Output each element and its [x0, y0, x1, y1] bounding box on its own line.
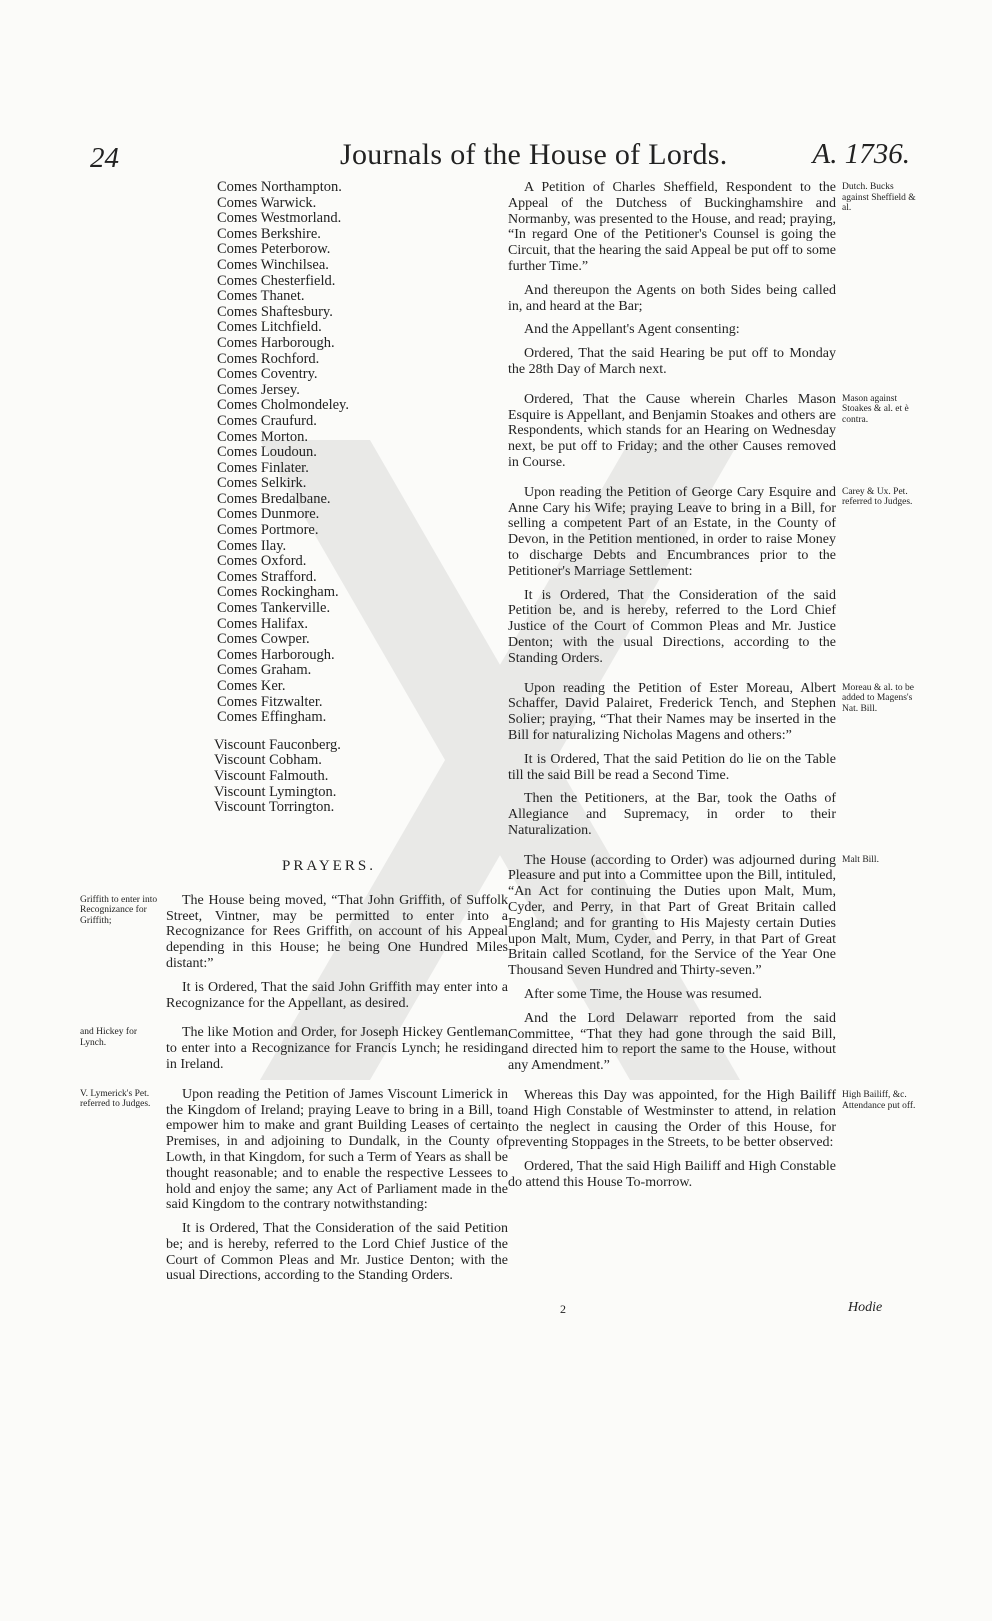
peer-name: Comes Dunmore.: [217, 506, 320, 523]
peer-name: Viscount Fauconberg.: [214, 736, 341, 753]
peer-name: Comes Westmorland.: [217, 210, 342, 227]
page-number: 24: [90, 142, 119, 174]
journal-entry: [80, 1025, 508, 1072]
peer-name: Comes Berkshire.: [217, 225, 321, 242]
peer-name: Comes Bredalbane.: [217, 490, 331, 507]
entry-body: [508, 392, 836, 471]
running-title: Journals of the House of Lords.: [340, 138, 728, 171]
peer-name: Comes Jersey.: [217, 381, 300, 398]
peer-name: Comes Warwick.: [217, 194, 317, 211]
peer-name: Comes Winchilsea.: [217, 256, 329, 273]
peer-name: Comes Fitzwalter.: [217, 693, 323, 710]
year-heading: A. 1736.: [812, 138, 910, 170]
margin-note: Moreau & al. to be added to Magens's Nat. Bill.: [842, 682, 915, 714]
entry-body: [508, 485, 836, 667]
peer-name: Comes Harborough.: [217, 334, 335, 351]
peer-name: Comes Strafford.: [217, 568, 317, 585]
peer-name: Comes Northampton.: [217, 179, 342, 195]
peer-name: Comes Coventry.: [217, 366, 318, 383]
entry-paragraph: And the Appellant's Agent consenting:: [524, 322, 740, 338]
peer-name: Comes Morton.: [217, 428, 309, 445]
entry-paragraph: Whereas this Day was appointed, for the High Bailiff and High Constable of Westminster to attend, in relation to the neglect in causing the Order of this House, for preventing Stoppages in the Streets, to be better observed:: [508, 1088, 836, 1151]
page-header: [90, 138, 910, 178]
journal-entry: [508, 853, 912, 1074]
viscounts-list: [214, 738, 508, 816]
prayers-heading: PRAYERS.: [282, 857, 376, 874]
entry-body: [508, 681, 836, 839]
right-entries: [508, 180, 916, 1191]
entry-paragraph: Ordered, That the said Hearing be put off to Monday the 28th Day of March next.: [508, 346, 836, 377]
peer-name: Comes Harborough.: [217, 646, 335, 663]
margin-note: and Hickey for Lynch.: [80, 1027, 137, 1048]
entry-paragraph: It is Ordered, That the said Petition do lie on the Table till the said Bill be read a Second Time.: [508, 751, 836, 783]
margin-note: Carey & Ux. Pet. referred to Judges.: [842, 486, 913, 508]
peer-name: Comes Rockingham.: [217, 584, 339, 601]
entry-body: [166, 893, 508, 1012]
margin-note: Mason against Stoakes & al. et è contra.: [842, 393, 909, 425]
entry-paragraph: The like Motion and Order, for Joseph Hickey Gentleman to enter into a Recognizance for Francis Lynch; he residing in Ireland.: [166, 1025, 508, 1072]
margin-note: Malt Bill.: [842, 854, 879, 865]
peer-name: Comes Halifax.: [217, 615, 309, 632]
entry-paragraph: Upon reading the Petition of Ester Moreau, Albert Schaffer, David Palairet, Frederick Tench, and Stephen Solier; praying, “That their Names may be inserted in the Bill for naturalizing Nicholas Magens and others:”: [508, 680, 836, 743]
entry-paragraph: Then the Petitioners, at the Bar, took the Oaths of Allegiance and Supremacy, in order to their Naturalization.: [508, 791, 836, 838]
peer-name: Comes Litchfield.: [217, 319, 322, 336]
peer-name: Comes Portmore.: [217, 522, 319, 539]
signature-mark: 2: [560, 1302, 566, 1316]
peer-name: Comes Tankerville.: [217, 600, 331, 617]
peer-name: Comes Loudoun.: [217, 444, 317, 461]
entry-paragraph: The House (according to Order) was adjourned during Pleasure and put into a Committee upon the Bill, intituled, “An Act for continuing the Duties upon Malt, Mum, Cyder, and Perry, in that Part of Great Britain called England; and for granting to His Majesty certain Duties upon Malt, Mum, Cyder, and Perry, in that Part of Great Britain called Scotland, for the Service of the Year One Thousand Seven Hundred and Thirty-seven.”: [508, 852, 836, 979]
journal-entry: [508, 392, 912, 471]
journal-entry: [508, 485, 912, 667]
entry-paragraph: A Petition of Charles Sheffield, Respondent to the Appeal of the Dutchess of Buckinghamshire and Normanby, was presented to the House, and read; praying, “In regard One of the Petitioner's Counsel is going the Circuit, that the hearing the said Appeal be put off to some further Time.”: [508, 180, 836, 274]
journal-entry: [80, 893, 508, 1012]
peer-name: Comes Thanet.: [217, 288, 305, 305]
entry-body: [508, 853, 836, 1074]
entry-paragraph: And the Lord Delawarr reported from the said Committee, “That they had gone through the said Bill, and directed him to report the same to the House, without any Amendment.”: [508, 1010, 836, 1074]
entry-body: [508, 180, 836, 378]
peer-name: Viscount Torrington.: [214, 799, 335, 816]
margin-note: High Bailiff, &c. Attendance put off.: [842, 1090, 916, 1111]
margin-note: Griffith to enter into Recognizance for Griffith;: [80, 894, 158, 926]
margin-note: Dutch. Bucks against Sheffield & al.: [842, 182, 916, 213]
peer-name: Comes Cowper.: [217, 631, 310, 648]
peer-name: Comes Peterborow.: [217, 241, 331, 258]
peer-name: Viscount Cobham.: [214, 752, 322, 769]
peer-name: Comes Ker.: [217, 678, 286, 694]
journal-entry: [508, 180, 916, 378]
peer-name: Comes Chesterfield.: [217, 272, 336, 289]
entry-paragraph: After some Time, the House was resumed.: [524, 987, 762, 1003]
left-column: [80, 180, 508, 1298]
peer-name: Comes Cholmondeley.: [217, 397, 349, 414]
right-column: [508, 180, 916, 1205]
peer-name: Comes Rochford.: [217, 350, 320, 367]
entry-paragraph: It is Ordered, That the Consideration of the said Petition be; and is hereby, referred to the Lord Chief Justice of the Court of Common Pleas and Mr. Justice Denton; with the usual Directions, according to the Standing Orders.: [166, 1221, 508, 1284]
entry-paragraph: It is Ordered, That the said John Griffith may enter into a Recognizance for the Appellant, as desired.: [166, 979, 508, 1011]
entry-paragraph: Upon reading the Petition of James Viscount Limerick in the Kingdom of Ireland; praying Leave to bring in a Bill, to empower him to make and grant Building Leases of certain Premises, in and adjoining to Dundalk, in the County of Lowth, in that Kingdom, for such a Term of Years as shall be thought reasonable; and to enable the respective Lessees to hold and enjoy the same; any Act of Parliament made in the said Kingdom to the contrary notwithstanding:: [166, 1086, 508, 1213]
peer-name: Viscount Lymington.: [214, 783, 337, 800]
entry-paragraph: It is Ordered, That the Consideration of the said Petition be, and is hereby, referred to the Lord Chief Justice of the Court of Common Pleas and Mr. Justice Denton; with the usual Directions, according to the Standing Orders.: [508, 587, 836, 666]
journal-entry: [508, 1088, 916, 1191]
peer-name: Comes Effingham.: [217, 709, 327, 726]
peer-name: Comes Finlater.: [217, 459, 309, 476]
entry-paragraph: And thereupon the Agents on both Sides being called in, and heard at the Bar;: [508, 282, 836, 314]
entry-paragraph: Ordered, That the said High Bailiff and High Constable do attend this House To-morrow.: [508, 1159, 836, 1191]
journal-entry: [80, 1087, 508, 1285]
entry-paragraph: Upon reading the Petition of George Cary Esquire and Anne Cary his Wife; praying Leave to bring in a Bill, for selling a competent Part of an Estate, in the County of Devon, in the Petition mentioned, in order to raise Money to discharge Debts and Encumbrances prior to the Petitioner's Marriage Settlement:: [508, 484, 836, 579]
peer-name: Comes Ilay.: [217, 537, 287, 554]
left-entries: [80, 893, 508, 1285]
peer-name: Comes Selkirk.: [217, 475, 307, 492]
catchword: Hodie: [848, 1300, 883, 1315]
entry-paragraph: The House being moved, “That John Griffith, of Suffolk Street, Vintner, may be permitted to enter into a Recognizance for Rees Griffith, on account of his Appeal depending in this House; he being One Hundred Miles distant:”: [166, 892, 508, 971]
peer-name: Comes Graham.: [217, 662, 312, 679]
margin-note: V. Lymerick's Pet. referred to Judges.: [80, 1088, 151, 1110]
journal-entry: [508, 680, 915, 839]
peer-name: Comes Oxford.: [217, 553, 307, 570]
entry-body: [166, 1025, 508, 1072]
peer-name: Comes Shaftesbury.: [217, 303, 333, 320]
entry-body: [508, 1088, 836, 1191]
peer-name: Viscount Falmouth.: [214, 767, 329, 784]
peer-name: Comes Craufurd.: [217, 412, 317, 429]
entry-body: [166, 1087, 508, 1285]
peers-list: [217, 180, 508, 726]
entry-paragraph: Ordered, That the Cause wherein Charles Mason Esquire is Appellant, and Benjamin Stoakes and others are Respondents, which stands for an Hearing on Wednesday next, be put off to Friday; and the other Causes removed in Course.: [508, 391, 836, 470]
